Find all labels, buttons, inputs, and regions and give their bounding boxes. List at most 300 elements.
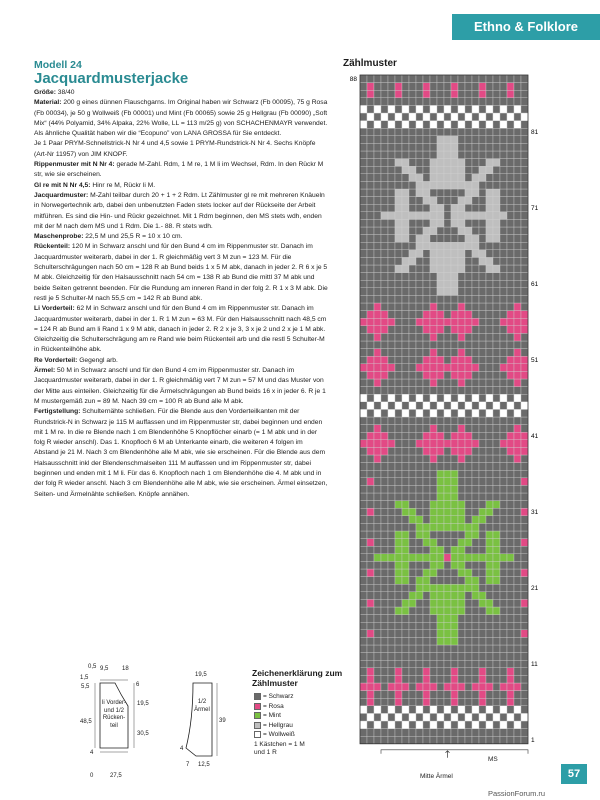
chart-cell <box>444 546 451 554</box>
chart-cell <box>430 607 437 615</box>
chart-cell <box>493 212 500 220</box>
chart-cell <box>367 318 374 326</box>
chart-cell <box>458 455 465 463</box>
chart-cell <box>493 706 500 714</box>
chart-cell <box>458 197 465 205</box>
chart-cell <box>374 318 381 326</box>
chart-cell <box>472 227 479 235</box>
chart-cell <box>395 721 402 729</box>
chart-cell <box>486 675 493 683</box>
front-label: 5,5 <box>81 684 90 690</box>
chart-cell <box>444 531 451 539</box>
chart-cell <box>374 447 381 455</box>
chart-cell <box>395 105 402 113</box>
chart-cell <box>500 402 507 410</box>
chart-cell <box>444 660 451 668</box>
chart-cell <box>402 675 409 683</box>
chart-cell <box>430 463 437 471</box>
chart-cell <box>451 516 458 524</box>
legend-label: = Schwarz <box>263 693 294 701</box>
chart-cell <box>458 531 465 539</box>
chart-cell <box>388 584 395 592</box>
chart-cell <box>514 295 521 303</box>
chart-cell <box>493 653 500 661</box>
chart-cell <box>416 364 423 372</box>
chart-cell <box>458 143 465 151</box>
chart-cell <box>423 242 430 250</box>
chart-cell <box>444 318 451 326</box>
chart-cell <box>507 531 514 539</box>
chart-cell <box>388 288 395 296</box>
chart-cell <box>367 736 374 744</box>
chart-cell <box>388 402 395 410</box>
chart-cell <box>465 242 472 250</box>
instruction-label: Maschenprobe: <box>34 233 84 241</box>
chart-cell <box>430 273 437 281</box>
chart-cell <box>409 508 416 516</box>
chart-cell <box>360 539 367 547</box>
chart-cell <box>423 637 430 645</box>
chart-cell <box>521 394 528 402</box>
chart-cell <box>472 698 479 706</box>
chart-cell <box>458 326 465 334</box>
legend <box>254 692 295 740</box>
chart-cell <box>507 440 514 448</box>
chart-cell <box>416 273 423 281</box>
chart-cell <box>507 333 514 341</box>
chart-cell <box>374 729 381 737</box>
chart-cell <box>444 90 451 98</box>
chart-cell <box>479 83 486 91</box>
chart-cell <box>388 341 395 349</box>
chart-cell <box>465 516 472 524</box>
chart-cell <box>381 463 388 471</box>
chart-cell <box>374 485 381 493</box>
chart-cell <box>437 645 444 653</box>
chart-cell <box>437 288 444 296</box>
chart-cell <box>479 75 486 83</box>
chart-cell <box>381 447 388 455</box>
watermark: PassionForum.ru <box>488 789 546 798</box>
chart-cell <box>374 706 381 714</box>
chart-cell <box>367 356 374 364</box>
chart-cell <box>451 83 458 91</box>
chart-cell <box>374 105 381 113</box>
chart-cell <box>409 501 416 509</box>
chart-cell <box>395 227 402 235</box>
chart-cell <box>402 630 409 638</box>
chart-cell <box>451 257 458 265</box>
chart-cell <box>500 432 507 440</box>
chart-cell <box>521 455 528 463</box>
chart-cell <box>444 341 451 349</box>
chart-cell <box>444 402 451 410</box>
chart-cell <box>381 151 388 159</box>
chart-cell <box>479 90 486 98</box>
chart-cell <box>500 425 507 433</box>
chart-row-label: 41 <box>531 433 539 441</box>
chart-cell <box>451 539 458 547</box>
chart-cell <box>521 713 528 721</box>
chart-cell <box>430 280 437 288</box>
chart-cell <box>479 174 486 182</box>
chart-cell <box>451 197 458 205</box>
chart-cell <box>416 713 423 721</box>
chart-cell <box>374 523 381 531</box>
chart-cell <box>395 402 402 410</box>
chart-cell <box>486 516 493 524</box>
chart-cell <box>507 136 514 144</box>
chart-cell <box>402 356 409 364</box>
chart-cell <box>388 653 395 661</box>
chart-cell <box>437 159 444 167</box>
chart-cell <box>472 561 479 569</box>
chart-cell <box>493 166 500 174</box>
chart-cell <box>395 675 402 683</box>
chart-cell <box>430 311 437 319</box>
chart-cell <box>367 653 374 661</box>
chart-cell <box>430 622 437 630</box>
chart-cell <box>423 501 430 509</box>
chart-cell <box>521 569 528 577</box>
chart-cell <box>409 105 416 113</box>
chart-cell <box>465 113 472 121</box>
chart-cell <box>416 577 423 585</box>
chart-cell <box>472 577 479 585</box>
chart-cell <box>395 136 402 144</box>
chart-cell <box>458 227 465 235</box>
chart-cell <box>507 554 514 562</box>
chart-cell <box>423 599 430 607</box>
chart-cell <box>472 425 479 433</box>
chart-cell <box>367 98 374 106</box>
chart-cell <box>507 105 514 113</box>
chart-cell <box>507 577 514 585</box>
chart-cell <box>381 356 388 364</box>
chart-cell <box>493 349 500 357</box>
chart-cell <box>430 539 437 547</box>
chart-cell <box>409 599 416 607</box>
chart-cell <box>521 143 528 151</box>
chart-cell <box>388 531 395 539</box>
chart-cell <box>409 197 416 205</box>
chart-cell <box>388 83 395 91</box>
chart-cell <box>465 478 472 486</box>
chart-cell <box>381 584 388 592</box>
chart-cell <box>374 402 381 410</box>
chart-cell <box>430 455 437 463</box>
chart-cell <box>493 364 500 372</box>
chart-cell <box>437 219 444 227</box>
chart-cell <box>367 151 374 159</box>
chart-cell <box>486 280 493 288</box>
chart-cell <box>451 212 458 220</box>
chart-cell <box>416 455 423 463</box>
chart-cell <box>514 675 521 683</box>
chart-cell <box>514 113 521 121</box>
chart-cell <box>458 349 465 357</box>
chart-cell <box>444 121 451 129</box>
chart-cell <box>458 637 465 645</box>
chart-cell <box>388 630 395 638</box>
chart-cell <box>430 706 437 714</box>
chart-cell <box>423 516 430 524</box>
chart-cell <box>451 440 458 448</box>
chart-cell <box>388 143 395 151</box>
chart-cell <box>514 379 521 387</box>
chart-cell <box>451 303 458 311</box>
chart-cell <box>521 90 528 98</box>
chart-cell <box>360 311 367 319</box>
chart-cell <box>486 235 493 243</box>
chart-cell <box>479 698 486 706</box>
chart-cell <box>458 698 465 706</box>
chart-cell <box>451 318 458 326</box>
chart-cell <box>451 235 458 243</box>
chart-cell <box>430 265 437 273</box>
chart-cell <box>374 463 381 471</box>
chart-cell <box>360 577 367 585</box>
chart-cell <box>430 136 437 144</box>
chart-cell <box>479 425 486 433</box>
chart-cell <box>381 204 388 212</box>
chart-cell <box>416 379 423 387</box>
chart-cell <box>430 166 437 174</box>
chart-cell <box>381 523 388 531</box>
chart-cell <box>486 273 493 281</box>
chart-cell <box>472 356 479 364</box>
chart-cell <box>388 227 395 235</box>
chart-cell <box>486 326 493 334</box>
chart-cell <box>367 485 374 493</box>
chart-cell <box>486 432 493 440</box>
chart-cell <box>479 615 486 623</box>
chart-cell <box>381 326 388 334</box>
chart-cell <box>388 607 395 615</box>
chart-cell <box>374 569 381 577</box>
chart-cell <box>381 295 388 303</box>
chart-cell <box>409 371 416 379</box>
chart-cell <box>486 561 493 569</box>
chart-cell <box>409 409 416 417</box>
chart-cell <box>388 736 395 744</box>
chart-cell <box>465 463 472 471</box>
chart-cell <box>374 151 381 159</box>
chart-cell <box>493 326 500 334</box>
chart-cell <box>514 121 521 129</box>
chart-cell <box>507 523 514 531</box>
chart-cell <box>521 387 528 395</box>
chart-cell <box>465 584 472 592</box>
chart-cell <box>430 660 437 668</box>
chart-cell <box>465 615 472 623</box>
chart-cell <box>423 273 430 281</box>
chart-cell <box>472 706 479 714</box>
chart-cell <box>430 485 437 493</box>
chart-cell <box>514 136 521 144</box>
chart-cell <box>465 273 472 281</box>
chart-cell <box>437 501 444 509</box>
chart-cell <box>444 698 451 706</box>
chart-cell <box>367 212 374 220</box>
chart-cell <box>430 554 437 562</box>
chart-cell <box>430 569 437 577</box>
chart-cell <box>367 288 374 296</box>
chart-cell <box>437 615 444 623</box>
chart-cell <box>458 204 465 212</box>
chart-cell <box>444 159 451 167</box>
chart-cell <box>479 440 486 448</box>
chart-cell <box>451 90 458 98</box>
chart-cell <box>360 637 367 645</box>
chart-cell <box>409 280 416 288</box>
chart-cell <box>521 288 528 296</box>
chart-cell <box>437 622 444 630</box>
chart-cell <box>451 683 458 691</box>
chart-cell <box>458 90 465 98</box>
chart-cell <box>479 250 486 258</box>
chart-cell <box>521 493 528 501</box>
chart-cell <box>388 356 395 364</box>
chart-cell <box>381 554 388 562</box>
chart-cell <box>500 250 507 258</box>
chart-cell <box>451 577 458 585</box>
chart-cell <box>451 478 458 486</box>
chart-cell <box>451 675 458 683</box>
chart-cell <box>465 151 472 159</box>
chart-cell <box>472 569 479 577</box>
chart-cell <box>465 569 472 577</box>
chart-cell <box>430 159 437 167</box>
legend-swatch <box>254 693 261 700</box>
chart-cell <box>367 463 374 471</box>
chart-cell <box>458 706 465 714</box>
chart-cell <box>395 470 402 478</box>
chart-cell <box>500 280 507 288</box>
chart-cell <box>367 645 374 653</box>
chart-cell <box>402 470 409 478</box>
chart-cell <box>514 417 521 425</box>
chart-cell <box>374 341 381 349</box>
chart-cell <box>402 250 409 258</box>
chart-cell <box>458 273 465 281</box>
chart-cell <box>444 250 451 258</box>
chart-cell <box>416 493 423 501</box>
chart-cell <box>472 607 479 615</box>
chart-cell <box>500 440 507 448</box>
chart-cell <box>493 432 500 440</box>
chart-cell <box>423 592 430 600</box>
chart-cell <box>374 394 381 402</box>
chart-cell <box>472 204 479 212</box>
chart-cell <box>486 531 493 539</box>
chart-cell <box>458 607 465 615</box>
chart-cell <box>430 121 437 129</box>
chart-cell <box>465 212 472 220</box>
chart-cell <box>423 683 430 691</box>
chart-cell <box>423 668 430 676</box>
chart-cell <box>395 645 402 653</box>
chart-cell <box>493 516 500 524</box>
chart-cell <box>479 523 486 531</box>
chart-cell <box>437 326 444 334</box>
front-label: 19,5 <box>137 701 149 707</box>
chart-cell <box>381 455 388 463</box>
chart-cell <box>409 219 416 227</box>
chart-cell <box>437 387 444 395</box>
chart-cell <box>374 387 381 395</box>
chart-cell <box>360 463 367 471</box>
chart-cell <box>444 508 451 516</box>
chart-cell <box>367 668 374 676</box>
chart-cell <box>521 333 528 341</box>
chart-cell <box>381 341 388 349</box>
chart-cell <box>423 181 430 189</box>
chart-cell <box>360 326 367 334</box>
chart-cell <box>465 691 472 699</box>
chart-cell <box>409 706 416 714</box>
chart-cell <box>521 653 528 661</box>
chart-cell <box>458 318 465 326</box>
chart-cell <box>514 721 521 729</box>
chart-cell <box>423 174 430 182</box>
chart-cell <box>437 364 444 372</box>
chart-cell <box>388 364 395 372</box>
chart-cell <box>367 615 374 623</box>
chart-cell <box>437 151 444 159</box>
chart-cell <box>479 197 486 205</box>
chart-cell <box>514 713 521 721</box>
chart-cell <box>493 303 500 311</box>
chart-cell <box>500 599 507 607</box>
chart-cell <box>388 280 395 288</box>
chart-cell <box>395 417 402 425</box>
chart-cell <box>465 341 472 349</box>
chart-cell <box>479 326 486 334</box>
chart-cell <box>486 470 493 478</box>
chart-cell <box>402 653 409 661</box>
chart-cell <box>514 463 521 471</box>
chart-cell <box>486 250 493 258</box>
chart-cell <box>486 204 493 212</box>
chart-cell <box>437 280 444 288</box>
chart-cell <box>521 630 528 638</box>
chart-cell <box>444 675 451 683</box>
chart-cell <box>395 729 402 737</box>
chart-cell <box>514 83 521 91</box>
chart-cell <box>458 105 465 113</box>
chart-cell <box>500 219 507 227</box>
chart-cell <box>465 622 472 630</box>
chart-cell <box>388 485 395 493</box>
chart-cell <box>465 698 472 706</box>
chart-cell <box>437 265 444 273</box>
chart-cell <box>381 691 388 699</box>
chart-cell <box>388 379 395 387</box>
chart-cell <box>367 136 374 144</box>
chart-cell <box>514 402 521 410</box>
chart-cell <box>521 485 528 493</box>
chart-cell <box>444 151 451 159</box>
chart-cell <box>437 128 444 136</box>
chart-cell <box>430 242 437 250</box>
chart-cell <box>367 425 374 433</box>
chart-cell <box>444 455 451 463</box>
chart-cell <box>381 242 388 250</box>
chart-cell <box>451 242 458 250</box>
chart-cell <box>451 387 458 395</box>
chart-cell <box>514 683 521 691</box>
